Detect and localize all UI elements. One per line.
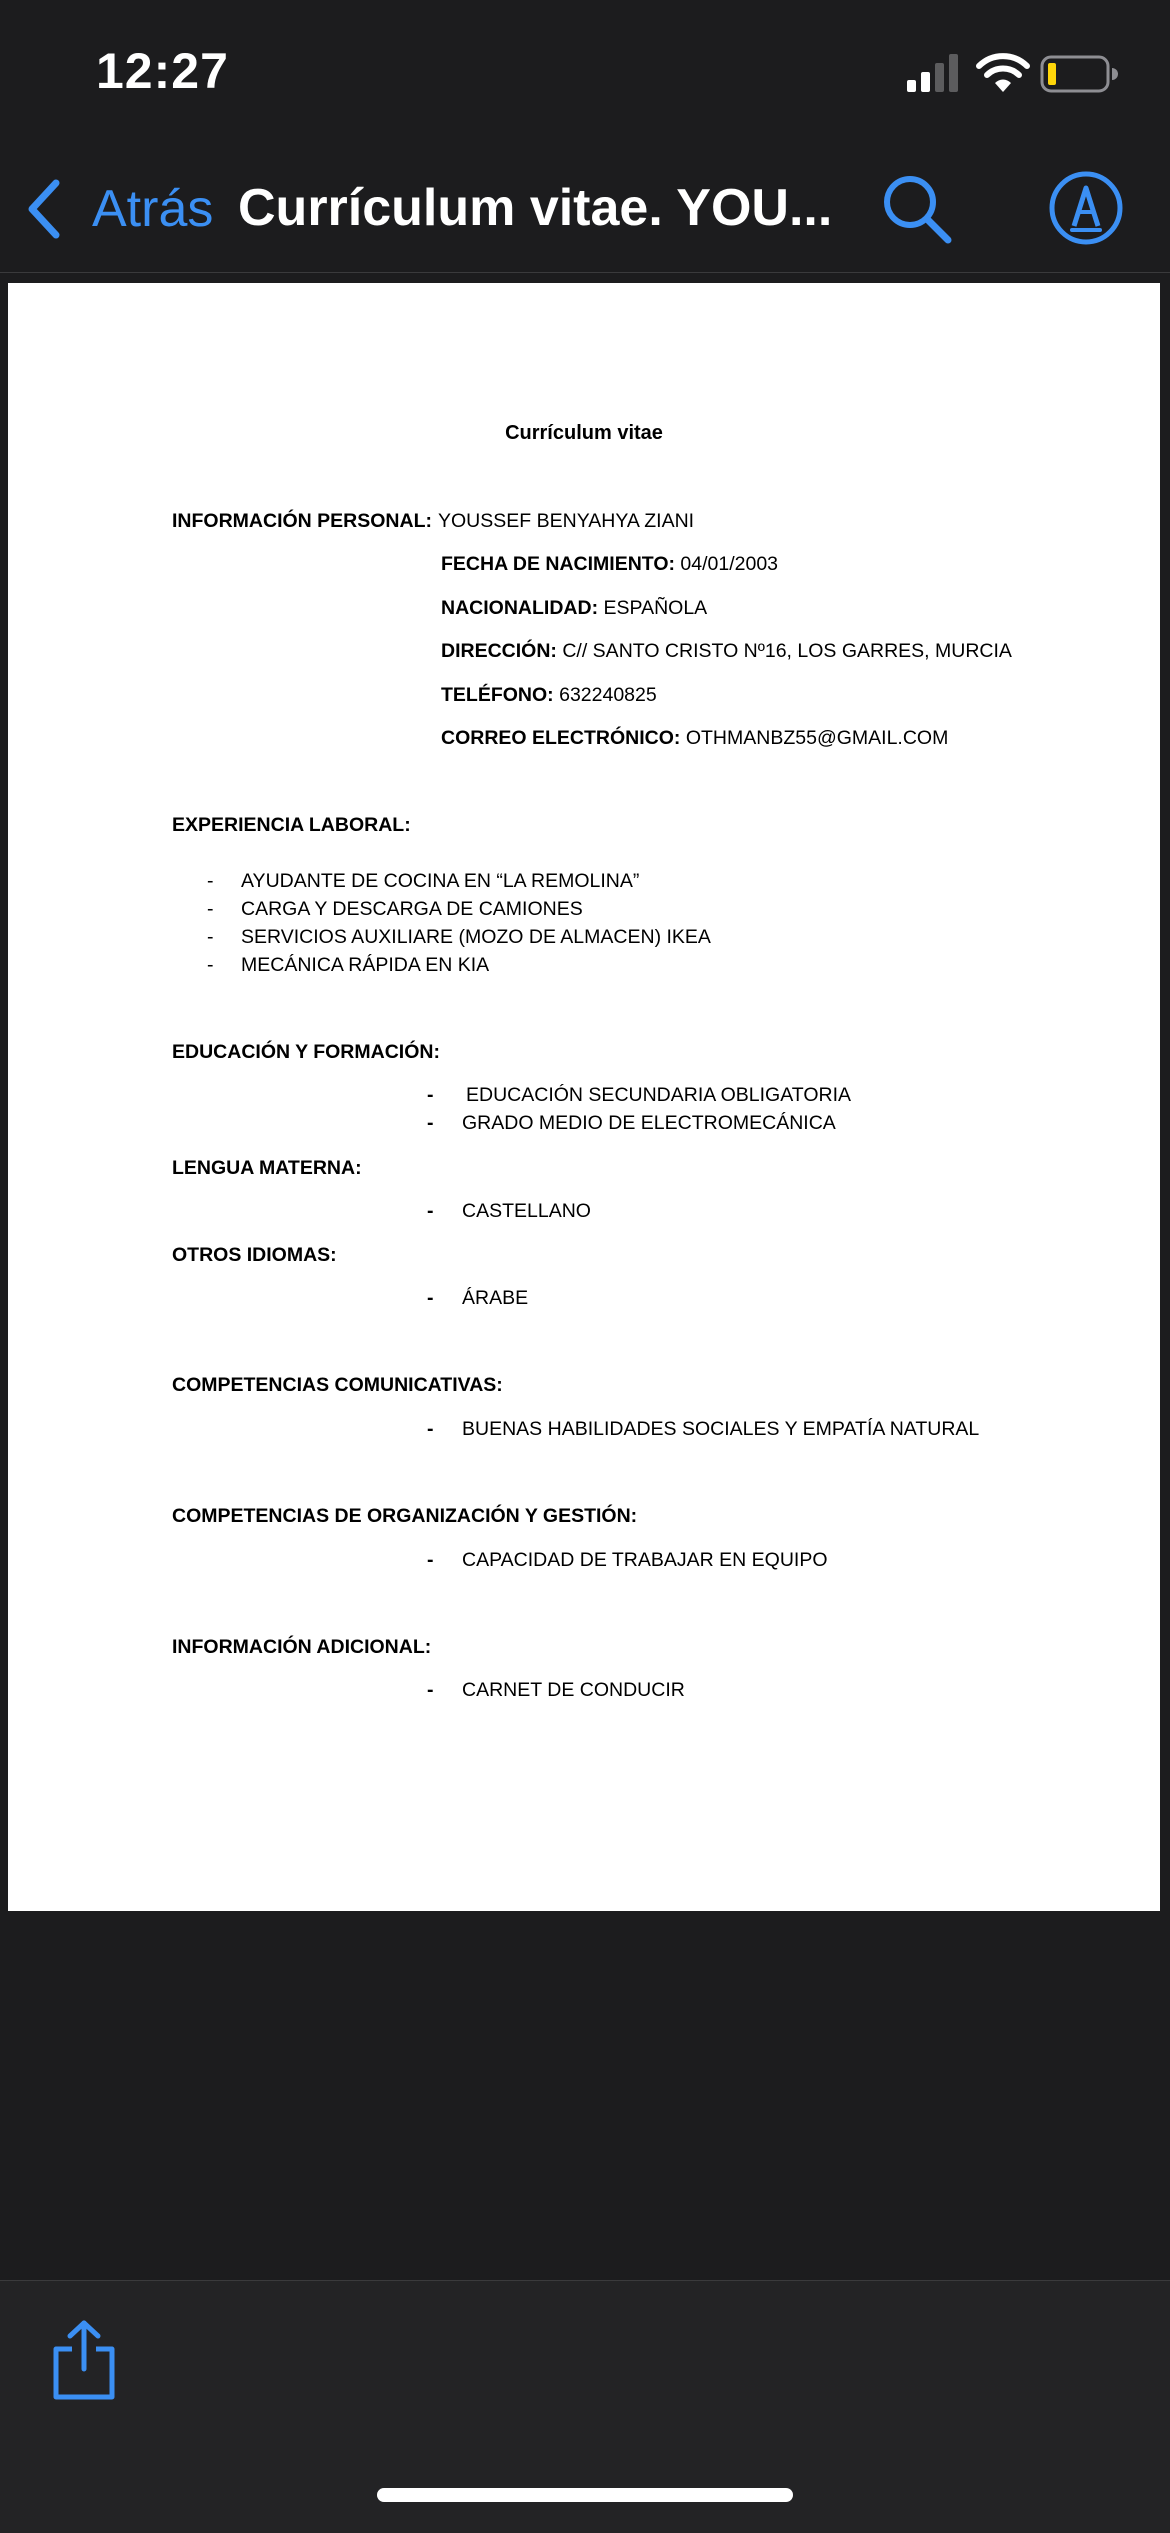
birth-date-label: FECHA DE NACIMIENTO: <box>441 553 675 575</box>
address-value: C// SANTO CRISTO Nº16, LOS GARRES, MURCIA <box>562 640 1012 662</box>
birth-date-row <box>441 553 778 576</box>
battery-icon <box>1040 54 1118 94</box>
list-item: AYUDANTE DE COCINA EN “LA REMOLINA” <box>241 870 640 892</box>
home-indicator[interactable] <box>377 2488 793 2502</box>
communication-heading: COMPETENCIAS COMUNICATIVAS: <box>172 1374 503 1396</box>
education-heading: EDUCACIÓN Y FORMACIÓN: <box>172 1041 440 1063</box>
email-value: OTHMANBZ55@GMAIL.COM <box>685 727 949 749</box>
phone-value: 632240825 <box>559 684 657 706</box>
phone-row <box>441 684 657 707</box>
phone-label: TELÉFONO: <box>441 684 554 706</box>
list-item: MECÁNICA RÁPIDA EN KIA <box>241 954 490 976</box>
status-bar <box>0 0 1170 150</box>
email-row <box>441 727 948 750</box>
list-item: BUENAS HABILIDADES SOCIALES Y EMPATÍA NATURAL <box>462 1418 980 1440</box>
experience-heading: EXPERIENCIA LABORAL: <box>172 814 411 836</box>
list-bullet: - <box>427 1287 434 1309</box>
document-title: Currículum vitae. YOU... <box>238 179 833 237</box>
list-item: CARNET DE CONDUCIR <box>462 1679 685 1701</box>
list-item: CAPACIDAD DE TRABAJAR EN EQUIPO <box>462 1549 828 1571</box>
list-bullet: - <box>207 898 214 920</box>
list-bullet: - <box>427 1200 434 1222</box>
cv-title: Currículum vitae <box>505 422 663 444</box>
cellular-signal-icon <box>905 52 961 94</box>
list-bullet: - <box>427 1549 434 1571</box>
nationality-value: ESPAÑOLA <box>603 597 708 619</box>
back-button[interactable] <box>24 174 213 244</box>
birth-date-value: 04/01/2003 <box>680 553 779 575</box>
list-bullet: - <box>207 926 214 948</box>
additional-info-heading: INFORMACIÓN ADICIONAL: <box>172 1636 432 1658</box>
address-label: DIRECCIÓN: <box>441 640 557 662</box>
organization-heading: COMPETENCIAS DE ORGANIZACIÓN Y GESTIÓN: <box>172 1505 638 1527</box>
other-languages-heading: OTROS IDIOMAS: <box>172 1244 337 1266</box>
mother-tongue-heading: LENGUA MATERNA: <box>172 1157 362 1179</box>
address-row <box>441 640 1012 663</box>
list-item: CARGA Y DESCARGA DE CAMIONES <box>241 898 583 920</box>
pdf-page <box>8 283 1160 1911</box>
navigation-bar <box>0 150 1170 273</box>
list-bullet: - <box>427 1112 434 1134</box>
list-bullet: - <box>207 870 214 892</box>
list-item: CASTELLANO <box>462 1200 591 1222</box>
chevron-left-icon <box>24 177 64 241</box>
list-bullet: - <box>427 1679 434 1701</box>
search-icon[interactable] <box>880 172 954 246</box>
full-name: YOUSSEF BENYAHYA ZIANI <box>438 510 695 532</box>
list-item: SERVICIOS AUXILIARE (MOZO DE ALMACEN) IKEA <box>241 926 711 948</box>
clock: 12:27 <box>96 43 229 99</box>
list-bullet: - <box>427 1084 434 1106</box>
nationality-row <box>441 597 707 620</box>
wifi-icon <box>975 52 1031 94</box>
list-item: ÁRABE <box>462 1287 529 1309</box>
share-icon[interactable] <box>50 2319 118 2401</box>
email-label: CORREO ELECTRÓNICO: <box>441 727 681 749</box>
markup-pen-icon[interactable] <box>1048 170 1124 246</box>
back-label: Atrás <box>92 180 214 238</box>
bottom-toolbar <box>0 2280 1170 2533</box>
list-bullet: - <box>427 1418 434 1440</box>
list-item: GRADO MEDIO DE ELECTROMECÁNICA <box>462 1112 836 1134</box>
nationality-label: NACIONALIDAD: <box>441 597 599 619</box>
personal-info-heading: INFORMACIÓN PERSONAL: <box>172 510 432 532</box>
list-item: EDUCACIÓN SECUNDARIA OBLIGATORIA <box>466 1084 852 1106</box>
list-bullet: - <box>207 954 214 976</box>
